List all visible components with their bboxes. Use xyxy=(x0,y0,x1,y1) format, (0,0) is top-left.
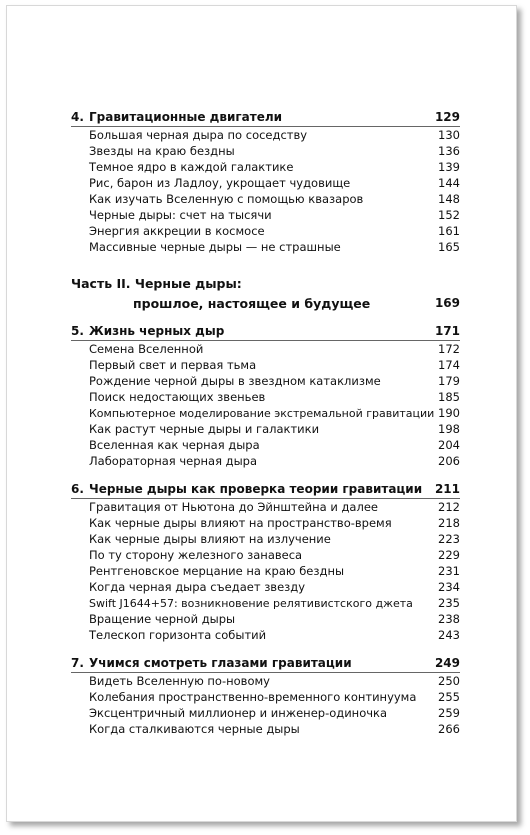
entry-title: Рождение черной дыры в звездном катаклизме xyxy=(89,374,381,388)
page-number: 259 xyxy=(438,706,460,720)
page-number: 148 xyxy=(438,192,460,206)
page-number: 212 xyxy=(438,500,460,514)
page-number: 185 xyxy=(438,390,460,404)
entry-title: Как черные дыры влияют на пространство-время xyxy=(89,516,392,530)
page-number: 174 xyxy=(438,358,460,372)
entry-title: Рентгеновское мерцание на краю бездны xyxy=(89,564,345,578)
entry-title: Эксцентричный миллионер и инженер-одиночка xyxy=(89,706,388,720)
entry-title: Видеть Вселенную по-новому xyxy=(89,674,270,688)
page-number: 172 xyxy=(438,342,460,356)
page-number: 171 xyxy=(434,324,460,338)
chapter-title: Жизнь черных дыр xyxy=(89,324,225,338)
page-number: 238 xyxy=(438,612,460,626)
page-number: 218 xyxy=(438,516,460,530)
entry-title: Компьютерное моделирование экстремальной гравитации xyxy=(89,407,435,420)
page-number: 211 xyxy=(434,482,460,496)
entry-title: Телескоп горизонта событий xyxy=(89,628,267,642)
chapter-title: Учимся смотреть глазами гравитации xyxy=(89,656,352,670)
entry-title: Рис, барон из Ладлоу, укрощает чудовище xyxy=(89,176,351,190)
page-number: 243 xyxy=(438,628,460,642)
page-number: 234 xyxy=(438,580,460,594)
entry-title: Гравитация от Ньютона до Эйнштейна и далее xyxy=(89,500,378,514)
entry-title: Как черные дыры влияют на излучение xyxy=(89,532,331,546)
entry-title: Когда черная дыра съедает звезду xyxy=(89,580,306,594)
page-number: 206 xyxy=(438,454,460,468)
page-number: 165 xyxy=(438,240,460,254)
chapter-title: Гравитационные двигатели xyxy=(89,110,283,124)
entry-title: Лабораторная черная дыра xyxy=(89,454,258,468)
entry-title: Как растут черные дыры и галактики xyxy=(89,422,320,436)
entry-title: Массивные черные дыры — не страшные xyxy=(89,240,341,254)
chapter-number: 6. xyxy=(71,482,84,496)
part-subtitle: прошлое, настоящее и будущее xyxy=(133,296,371,311)
entry-title: Темное ядро в каждой галактике xyxy=(89,160,294,174)
chapter-number: 4. xyxy=(71,110,84,124)
entry-title: Первый свет и первая тьма xyxy=(89,358,257,372)
page-number: 179 xyxy=(438,374,460,388)
divider xyxy=(71,340,460,341)
page-number: 255 xyxy=(438,690,460,704)
entry-title: Вращение черной дыры xyxy=(89,612,236,626)
page-number: 144 xyxy=(438,176,460,190)
page-number: 266 xyxy=(438,722,460,736)
entry-title: По ту сторону железного занавеса xyxy=(89,548,303,562)
page-number: 204 xyxy=(438,438,460,452)
entry-title: Звезды на краю бездны xyxy=(89,144,235,158)
page-number: 169 xyxy=(434,296,460,310)
entry-title: Колебания пространственно-временного континуума xyxy=(89,690,417,704)
entry-title: Семена Вселенной xyxy=(89,342,204,356)
page-number: 249 xyxy=(434,656,460,670)
divider xyxy=(71,672,460,673)
entry-title: Когда сталкиваются черные дыры xyxy=(89,722,300,736)
entry-title: Swift J1644+57: возникновение релятивистского джета xyxy=(89,597,413,610)
divider xyxy=(71,498,460,499)
entry-title: Большая черная дыра по соседству xyxy=(89,128,308,142)
page-number: 161 xyxy=(438,224,460,238)
chapter-number: 7. xyxy=(71,656,84,670)
part-title: Часть II. Черные дыры: xyxy=(71,276,242,291)
entry-title: Черные дыры: счет на тысячи xyxy=(89,208,272,222)
table-of-contents xyxy=(7,6,516,821)
page-number: 229 xyxy=(438,548,460,562)
page-number: 136 xyxy=(438,144,460,158)
entry-title: Поиск недостающих звеньев xyxy=(89,390,266,404)
page-number: 190 xyxy=(438,406,460,420)
entry-title: Вселенная как черная дыра xyxy=(89,438,260,452)
page-number: 129 xyxy=(434,110,460,124)
chapter-title: Черные дыры как проверка теории гравитации xyxy=(89,482,423,496)
divider xyxy=(71,126,460,127)
page-number: 130 xyxy=(438,128,460,142)
page-number: 139 xyxy=(438,160,460,174)
page-number: 235 xyxy=(438,596,460,610)
page-number: 198 xyxy=(438,422,460,436)
page-number: 223 xyxy=(438,532,460,546)
page-number: 250 xyxy=(438,674,460,688)
chapter-number: 5. xyxy=(71,324,84,338)
page-number: 231 xyxy=(438,564,460,578)
page-number: 152 xyxy=(438,208,460,222)
book-page xyxy=(6,5,517,822)
entry-title: Энергия аккреции в космосе xyxy=(89,224,265,238)
entry-title: Как изучать Вселенную с помощью квазаров xyxy=(89,192,364,206)
